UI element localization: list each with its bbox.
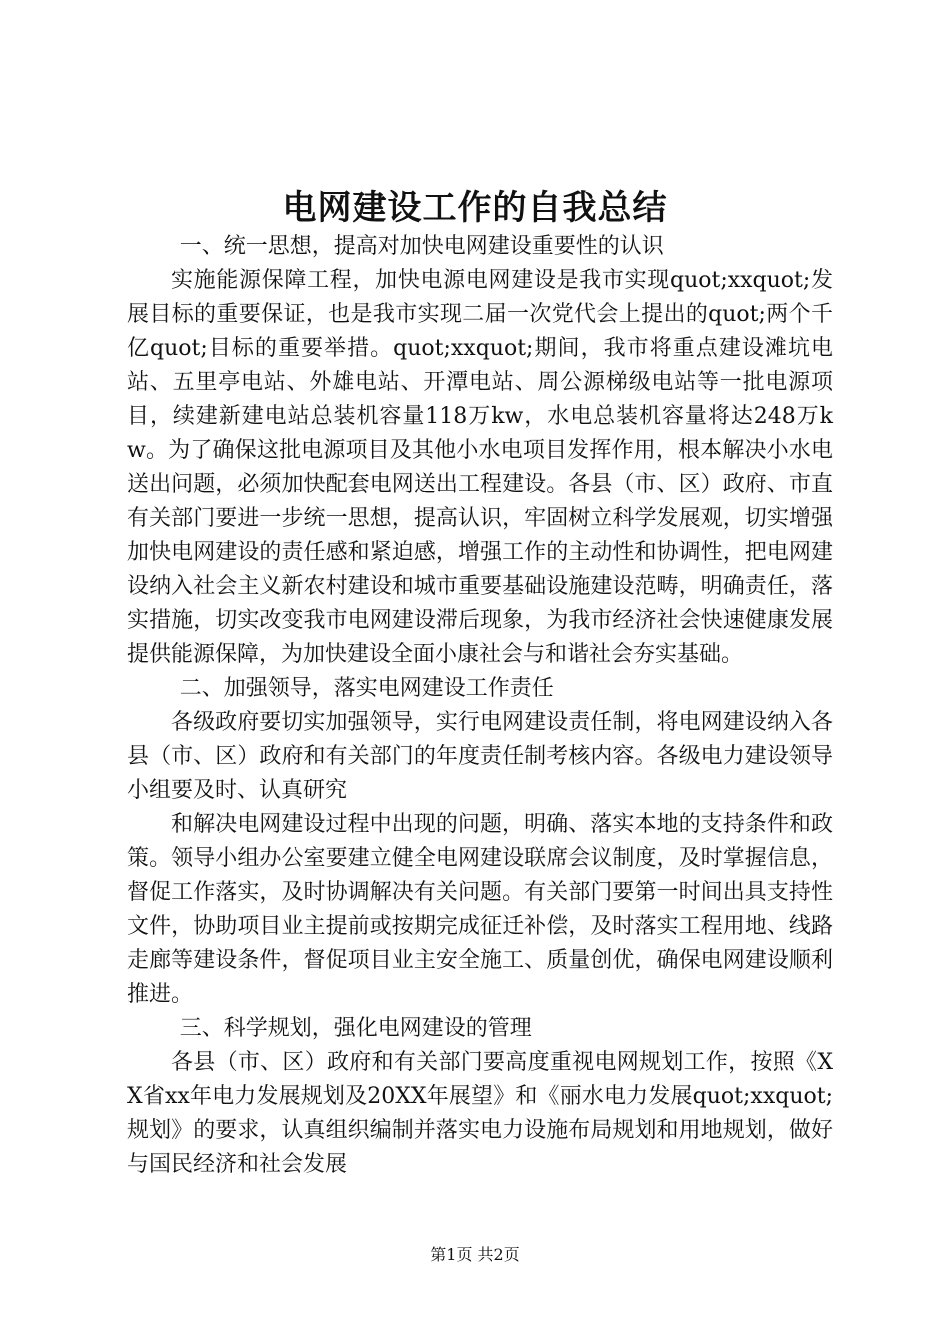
- body-paragraph: 各县（市、区）政府和有关部门要高度重视电网规划工作，按照《XX省xx年电力发展规划及20XX年展望》和《丽水电力发展quot;xxquot;规划》的要求，认真组织编制并落实电力设施布局规划和用地规划，做好与国民经济和社会发展: [127, 1050, 833, 1177]
- section-heading: 三、科学规划，强化电网建设的管理: [179, 1016, 532, 1041]
- page-footer: 第1页 共2页: [430, 1245, 520, 1264]
- section-heading: 二、加强领导，落实电网建设工作责任: [179, 676, 554, 701]
- section-heading: 一、统一思想，提高对加快电网建设重要性的认识: [179, 234, 664, 259]
- document-title: 电网建设工作的自我总结: [282, 188, 668, 228]
- body-paragraph: 实施能源保障工程，加快电源电网建设是我市实现quot;xxquot;发展目标的重要保证，也是我市实现二届一次党代会上提出的quot;两个千亿quot;目标的重要举措。quot;xxquot;期间，我市将重点建设滩坑电站、五里亭电站、外雄电站、开潭电站、周公源梯级电站等一批电源项目，续建新建电站总装机容量118万kw，水电总装机容量将达248万kw。为了确保这批电源项目及其他小水电项目发挥作用，根本解决小水电送出问题，必须加快配套电网送出工程建设。各县（市、区）政府、市直有关部门要进一步统一思想，提高认识，牢固树立科学发展观，切实增强加快电网建设的责任感和紧迫感，增强工作的主动性和协调性，把电网建设纳入社会主义新农村建设和城市重要基础设施建设范畴，明确责任，落实措施，切实改变我市电网建设滞后现象，为我市经济社会快速健康发展提供能源保障，为加快建设全面小康社会与和谐社会夯实基础。: [127, 268, 833, 667]
- document-body: [127, 230, 833, 1182]
- body-paragraph: 和解决电网建设过程中出现的问题，明确、落实本地的支持条件和政策。领导小组办公室要建立健全电网建设联席会议制度，及时掌握信息，督促工作落实，及时协调解决有关问题。有关部门要第一时间出具支持性文件，协助项目业主提前或按期完成征迁补偿，及时落实工程用地、线路走廊等建设条件，督促项目业主安全施工、质量创优，确保电网建设顺利推进。: [127, 812, 833, 1007]
- body-paragraph: 各级政府要切实加强领导，实行电网建设责任制，将电网建设纳入各县（市、区）政府和有关部门的年度责任制考核内容。各级电力建设领导小组要及时、认真研究: [127, 710, 833, 803]
